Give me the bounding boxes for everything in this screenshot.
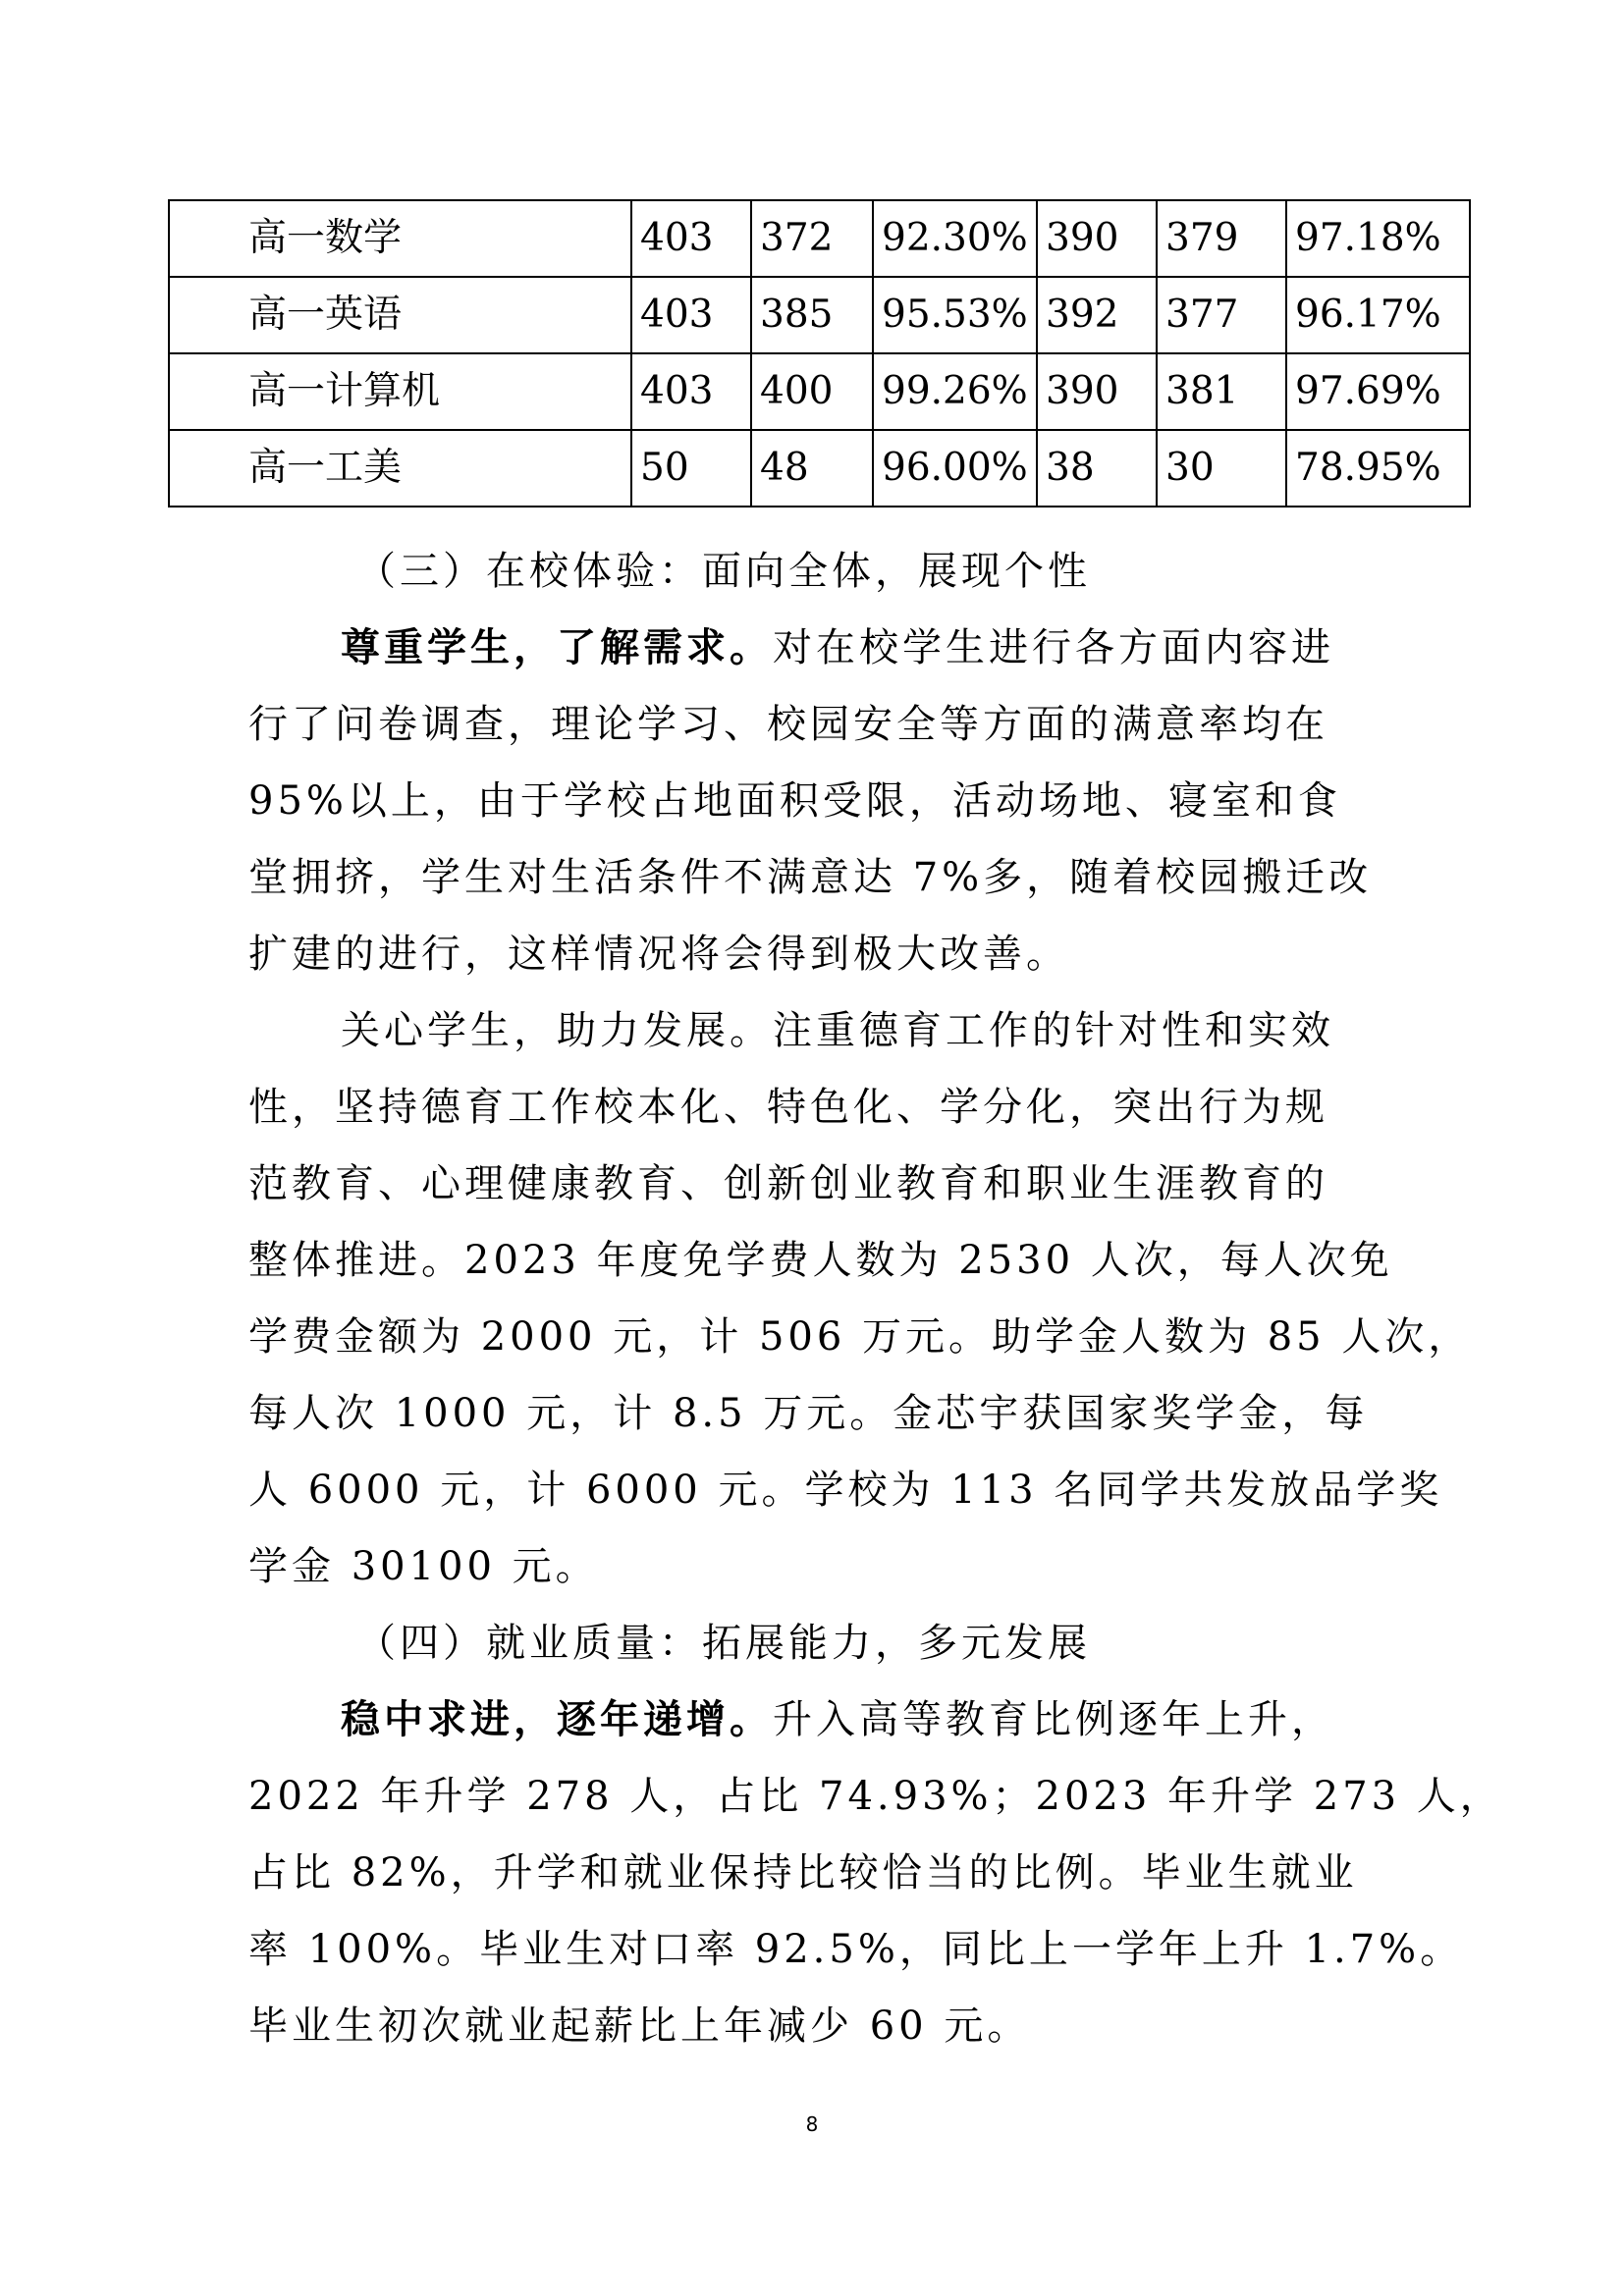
paragraph-lead: 尊重学生，了解需求。: [341, 624, 773, 670]
rate-cell: 96.17%: [1286, 277, 1470, 353]
page-number: 8: [805, 2112, 819, 2136]
section-heading: （四）就业质量：拓展能力，多元发展: [356, 1621, 1091, 1666]
paragraph-line: 占比 82%，升学和就业保持比较恰当的比例。毕业生就业: [248, 1850, 1358, 1896]
paragraph-line: 2022 年升学 278 人，占比 74.93%；2023 年升学 273 人，: [248, 1774, 1503, 1819]
value-cell: 390: [1037, 200, 1157, 277]
table-row: [169, 277, 1470, 353]
value-cell: 48: [751, 430, 873, 507]
paragraph-line: [248, 1682, 1387, 1758]
value-cell: 390: [1037, 353, 1157, 430]
subject-cell: 高一工美: [169, 430, 631, 507]
rate-cell: 95.53%: [873, 277, 1037, 353]
table-row: [169, 200, 1470, 277]
value-cell: 377: [1157, 277, 1286, 353]
paragraph-line: 性，坚持德育工作校本化、特色化、学分化，突出行为规: [248, 1085, 1328, 1130]
value-cell: 30: [1157, 430, 1286, 507]
subject-cell: 高一英语: [169, 277, 631, 353]
section-heading: （三）在校体验：面向全体，展现个性: [356, 549, 1091, 594]
table-row: [169, 353, 1470, 430]
value-cell: 379: [1157, 200, 1286, 277]
paragraph-line: 毕业生初次就业起薪比上年减少 60 元。: [248, 2003, 1031, 2049]
rate-cell: 92.30%: [873, 200, 1037, 277]
paragraph-text: 升入高等教育比例逐年上升，: [773, 1697, 1334, 1742]
paragraph-line: 关心学生，助力发展。注重德育工作的针对性和实效: [341, 1008, 1334, 1053]
paragraph-line: 学费金额为 2000 元，计 506 万元。助学金人数为 85 人次，: [248, 1314, 1472, 1360]
table-row: [169, 430, 1470, 507]
rate-cell: 97.18%: [1286, 200, 1470, 277]
value-cell: 38: [1037, 430, 1157, 507]
paragraph-line: 率 100%。毕业生对口率 92.5%，同比上一学年上升 1.7%。: [248, 1927, 1464, 1972]
paragraph-line: 学金 30100 元。: [248, 1544, 599, 1589]
value-cell: 403: [631, 200, 751, 277]
value-cell: 385: [751, 277, 873, 353]
value-cell: 400: [751, 353, 873, 430]
paragraph-line: 每人次 1000 元，计 8.5 万元。金芯宇获国家奖学金，每: [248, 1391, 1369, 1436]
body-text: [248, 533, 1503, 2064]
rate-cell: 78.95%: [1286, 430, 1470, 507]
value-cell: 50: [631, 430, 751, 507]
value-cell: 392: [1037, 277, 1157, 353]
value-cell: 403: [631, 277, 751, 353]
paragraph-line: 行了问卷调查，理论学习、校园安全等方面的满意率均在: [248, 702, 1328, 747]
value-cell: 372: [751, 200, 873, 277]
paragraph-line: 范教育、心理健康教育、创新创业教育和职业生涯教育的: [248, 1161, 1328, 1206]
rate-cell: 97.69%: [1286, 353, 1470, 430]
subject-cell: 高一计算机: [169, 353, 631, 430]
value-cell: 381: [1157, 353, 1286, 430]
score-table: [168, 199, 1471, 507]
rate-cell: 96.00%: [873, 430, 1037, 507]
value-cell: 403: [631, 353, 751, 430]
paragraph-line: 整体推进。2023 年度免学费人数为 2530 人次，每人次免: [248, 1238, 1393, 1283]
paragraph-lead: 稳中求进，逐年递增。: [341, 1696, 773, 1742]
rate-cell: 99.26%: [873, 353, 1037, 430]
paragraph-line: 95%以上，由于学校占地面积受限，活动场地、寝室和食: [248, 778, 1341, 824]
paragraph-line: 人 6000 元，计 6000 元。学校为 113 名同学共发放品学奖: [248, 1468, 1443, 1513]
paragraph-text: 对在校学生进行各方面内容进: [773, 625, 1334, 670]
subject-cell: 高一数学: [169, 200, 631, 277]
paragraph-line: 扩建的进行，这样情况将会得到极大改善。: [248, 932, 1069, 977]
paragraph-line: 堂拥挤，学生对生活条件不满意达 7%多，随着校园搬迁改: [248, 855, 1373, 900]
paragraph-line: [248, 610, 1387, 686]
